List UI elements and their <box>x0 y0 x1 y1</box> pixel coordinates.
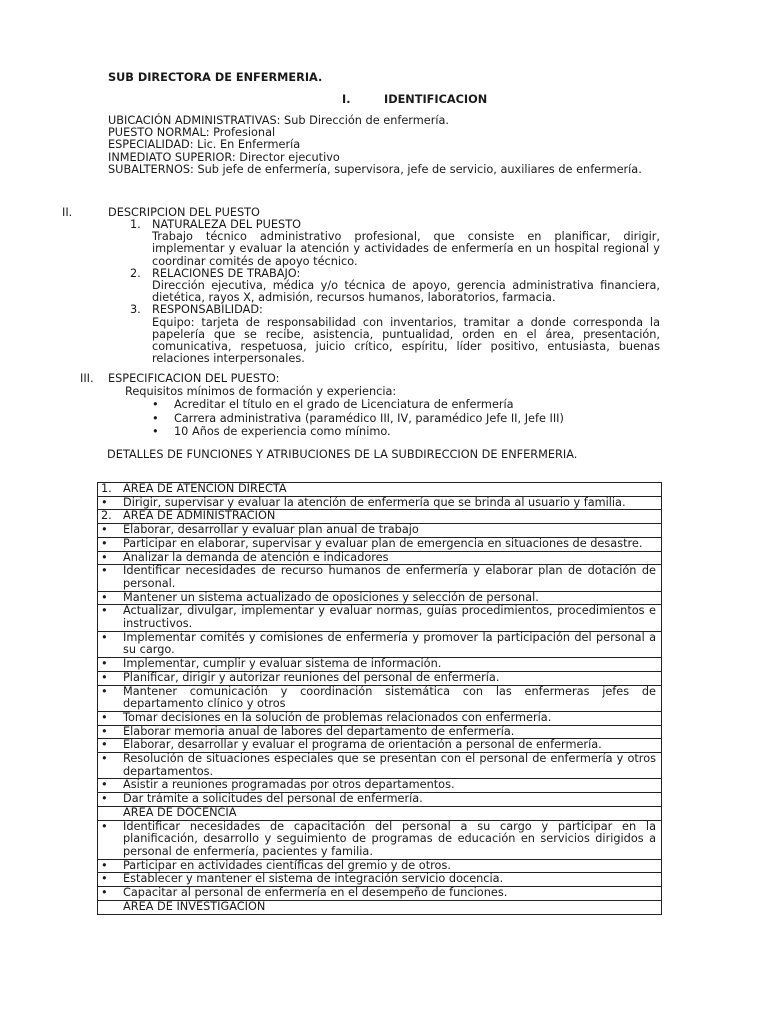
table-cell <box>98 793 662 807</box>
row-text: AREA DE ADMINISTRACION <box>123 509 276 523</box>
row-text: Mantener un sistema actualizado de oposiciones y selección de personal. <box>123 590 539 604</box>
table-row <box>98 510 662 524</box>
row-text: Elaborar, desarrollar y evaluar el programa de orientación a personal de enfermería. <box>123 738 602 752</box>
requirements-list <box>152 398 662 439</box>
table-row <box>98 725 662 739</box>
item-title: RESPONSABILIDAD: <box>152 303 263 317</box>
section-1-title: IDENTIFICACION <box>384 93 488 106</box>
ubicacion-line: UBICACIÓN ADMINISTRATIVAS: Sub Dirección de enfermería. <box>108 114 450 127</box>
section-1-heading <box>342 94 487 106</box>
table-cell <box>98 537 662 551</box>
section-2-title: DESCRIPCION DEL PUESTO <box>108 206 260 219</box>
row-text: Implementar, cumplir y evaluar sistema de información. <box>123 657 442 671</box>
row-text: Participar en elaborar, supervisar y evaluar plan de emergencia en situaciones de desastre. <box>123 536 643 550</box>
bullet-icon: • <box>101 564 108 578</box>
bullet-icon: • <box>101 523 108 537</box>
section-3-number: III. <box>80 372 94 385</box>
bullet-icon: • <box>101 550 108 564</box>
table-cell <box>98 753 662 779</box>
functions-table <box>97 482 662 915</box>
table-cell <box>98 900 662 914</box>
table-cell <box>98 685 662 711</box>
bullet-icon: • <box>101 792 108 806</box>
row-text: Elaborar memoria anual de labores del departamento de enfermería. <box>123 724 515 738</box>
item-title: NATURALEZA DEL PUESTO <box>152 218 301 231</box>
functions-table-body <box>98 483 662 915</box>
table-cell <box>98 873 662 887</box>
row-text: AREA DE ATENCION DIRECTA <box>123 482 287 495</box>
list-item <box>152 425 662 439</box>
list-item <box>152 398 662 412</box>
requirement-text: 10 Años de experiencia como mínimo. <box>174 425 391 438</box>
especialidad-line: ESPECIALIDAD: Lic. En Enfermería <box>108 138 301 152</box>
list-item <box>130 219 660 268</box>
row-text: Actualizar, divulgar, implementar y evaluar normas, guías procedimientos, procedimientos e instructivos. <box>123 604 656 631</box>
section-3-subtitle: Requisitos mínimos de formación y experiencia: <box>125 385 397 398</box>
row-text: Mantener comunicación y coordinación sistemática con las enfermeras jefes de departamento clínico y otros <box>123 684 656 711</box>
bullet-icon: • <box>101 886 108 900</box>
table-row <box>98 711 662 725</box>
bullet-icon: • <box>101 724 108 738</box>
section-3-title: ESPECIFICACION DEL PUESTO: <box>108 372 280 385</box>
section-2-list <box>130 219 660 365</box>
bullet-icon: • <box>101 590 108 604</box>
table-cell <box>98 605 662 631</box>
row-marker: 1. <box>101 482 112 495</box>
bullet-icon: • <box>101 630 108 644</box>
row-text: Identificar necesidades de recurso humanos de enfermería y elaborar plan de dotación de personal. <box>123 564 656 590</box>
table-cell <box>98 820 662 859</box>
table-cell <box>98 671 662 685</box>
puesto-line: PUESTO NORMAL: Profesional <box>108 126 276 140</box>
details-title: DETALLES DE FUNCIONES Y ATRIBUCIONES DE LA SUBDIRECCION DE ENFERMERIA. <box>107 448 578 461</box>
table-row <box>98 753 662 779</box>
table-cell <box>98 551 662 565</box>
table-cell <box>98 739 662 753</box>
bullet-icon: • <box>101 710 108 724</box>
table-row <box>98 900 662 914</box>
list-item <box>130 268 660 305</box>
section-1-number: I. <box>342 93 351 106</box>
row-text: Resolución de situaciones especiales que se presentan con el personal de enfermería y otros departamentos. <box>123 752 656 778</box>
table-row <box>98 859 662 873</box>
table-cell <box>98 887 662 901</box>
bullet-icon: • <box>101 670 108 684</box>
table-cell <box>98 631 662 657</box>
list-item <box>130 304 660 365</box>
row-text: Asistir a reuniones programadas por otros departamentos. <box>123 778 455 792</box>
bullet-icon: • <box>152 411 159 425</box>
row-text: Elaborar, desarrollar y evaluar plan anual de trabajo <box>123 523 419 537</box>
table-row <box>98 739 662 753</box>
bullet-icon: • <box>101 495 108 509</box>
table-row <box>98 658 662 672</box>
bullet-icon: • <box>152 425 159 438</box>
row-marker <box>101 807 123 820</box>
bullet-icon: • <box>101 684 108 698</box>
table-row <box>98 820 662 859</box>
table-row <box>98 537 662 551</box>
identificacion-block <box>108 115 660 176</box>
row-text: Tomar decisiones en la solución de problemas relacionados con enfermería. <box>123 710 552 724</box>
table-row <box>98 793 662 807</box>
row-text: Establecer y mantener el sistema de integración servicio docencia. <box>123 872 504 886</box>
item-text: Equipo: tarjeta de responsabilidad con inventarios, tramitar a donde corresponda la papelería que se recibe, asistencia, puntualidad, orden en el área, presentación, comunicativa, respetuosa, juicio crítico, espíritu, líder positivo, entusiasta, buenas relaciones interpersonales. <box>152 315 660 366</box>
table-cell <box>98 859 662 873</box>
row-text: AREA DE INVESTIGACION <box>123 899 266 913</box>
row-text: AREA DE DOCENCIA <box>123 805 237 819</box>
table-row <box>98 887 662 901</box>
table-row <box>98 779 662 793</box>
item-number: 1. <box>130 218 141 231</box>
row-marker: 2. <box>101 509 112 523</box>
bullet-icon: • <box>101 819 108 833</box>
table-row <box>98 565 662 591</box>
row-text: Dirigir, supervisar y evaluar la atención de enfermería que se brinda al usuario y familia. <box>123 495 626 509</box>
table-cell <box>98 806 662 820</box>
table-row <box>98 671 662 685</box>
table-cell <box>98 591 662 605</box>
table-cell <box>98 524 662 538</box>
row-text: Participar en actividades científicas del gremio y de otros. <box>123 858 451 872</box>
item-number: 3. <box>130 303 141 317</box>
table-cell <box>98 658 662 672</box>
table-row <box>98 631 662 657</box>
row-text: Analizar la demanda de atención e indicadores <box>123 550 389 564</box>
bullet-icon: • <box>101 657 108 671</box>
item-text: Dirección ejecutiva, médica y/o técnica de apoyo, gerencia administrativa financiera, dietética, rayos X, admisión, recursos humanos, laboratorios, farmacia. <box>152 279 660 305</box>
bullet-icon: • <box>101 738 108 752</box>
table-cell <box>98 483 662 497</box>
row-text: Dar trámite a solicitudes del personal de enfermería. <box>123 792 423 806</box>
table-cell <box>98 496 662 510</box>
table-row <box>98 806 662 820</box>
document-title: SUB DIRECTORA DE ENFERMERIA. <box>108 71 323 84</box>
item-text: Trabajo técnico administrativo profesional, que consiste en planificar, dirigir, implementar y evaluar la atención y actividades de enfermería en un hospital regional y coordinar comités de apoyo técnico. <box>152 230 660 268</box>
bullet-icon: • <box>152 398 159 411</box>
table-row <box>98 483 662 497</box>
table-cell <box>98 711 662 725</box>
row-text: Capacitar al personal de enfermería en el desempeño de funciones. <box>123 886 508 900</box>
table-row <box>98 524 662 538</box>
item-title: RELACIONES DE TRABAJO: <box>152 266 301 280</box>
row-marker <box>101 901 123 914</box>
list-item <box>152 412 662 426</box>
section-2-number: II. <box>62 206 73 219</box>
requirement-text: Carrera administrativa (paramédico III, IV, paramédico Jefe II, Jefe III) <box>174 411 564 425</box>
table-cell <box>98 725 662 739</box>
table-row <box>98 605 662 631</box>
table-cell <box>98 510 662 524</box>
row-text: Implementar comités y comisiones de enfermería y promover la participación del personal a su cargo. <box>123 630 656 657</box>
bullet-icon: • <box>101 536 108 550</box>
table-row <box>98 685 662 711</box>
table-row <box>98 551 662 565</box>
superior-line: INMEDIATO SUPERIOR: Director ejecutivo <box>108 150 340 164</box>
bullet-icon: • <box>101 778 108 792</box>
bullet-icon: • <box>101 604 108 618</box>
requirement-text: Acreditar el título en el grado de Licenciatura de enfermería <box>174 398 514 411</box>
table-row <box>98 496 662 510</box>
table-row <box>98 591 662 605</box>
bullet-icon: • <box>101 752 108 766</box>
table-cell <box>98 779 662 793</box>
item-number: 2. <box>130 266 141 280</box>
row-text: Identificar necesidades de capacitación del personal a su cargo y participar en la planificación, desarrollo y seguimiento de programas de educación en servicios dirigidos a personal de enfermería, pacientes y familia. <box>123 819 656 858</box>
bullet-icon: • <box>101 858 108 872</box>
table-row <box>98 873 662 887</box>
bullet-icon: • <box>101 872 108 886</box>
table-cell <box>98 565 662 591</box>
subalternos-line: SUBALTERNOS: Sub jefe de enfermería, supervisora, jefe de servicio, auxiliares de enfermería. <box>108 162 642 176</box>
row-text: Planificar, dirigir y autorizar reuniones del personal de enfermería. <box>123 670 500 684</box>
